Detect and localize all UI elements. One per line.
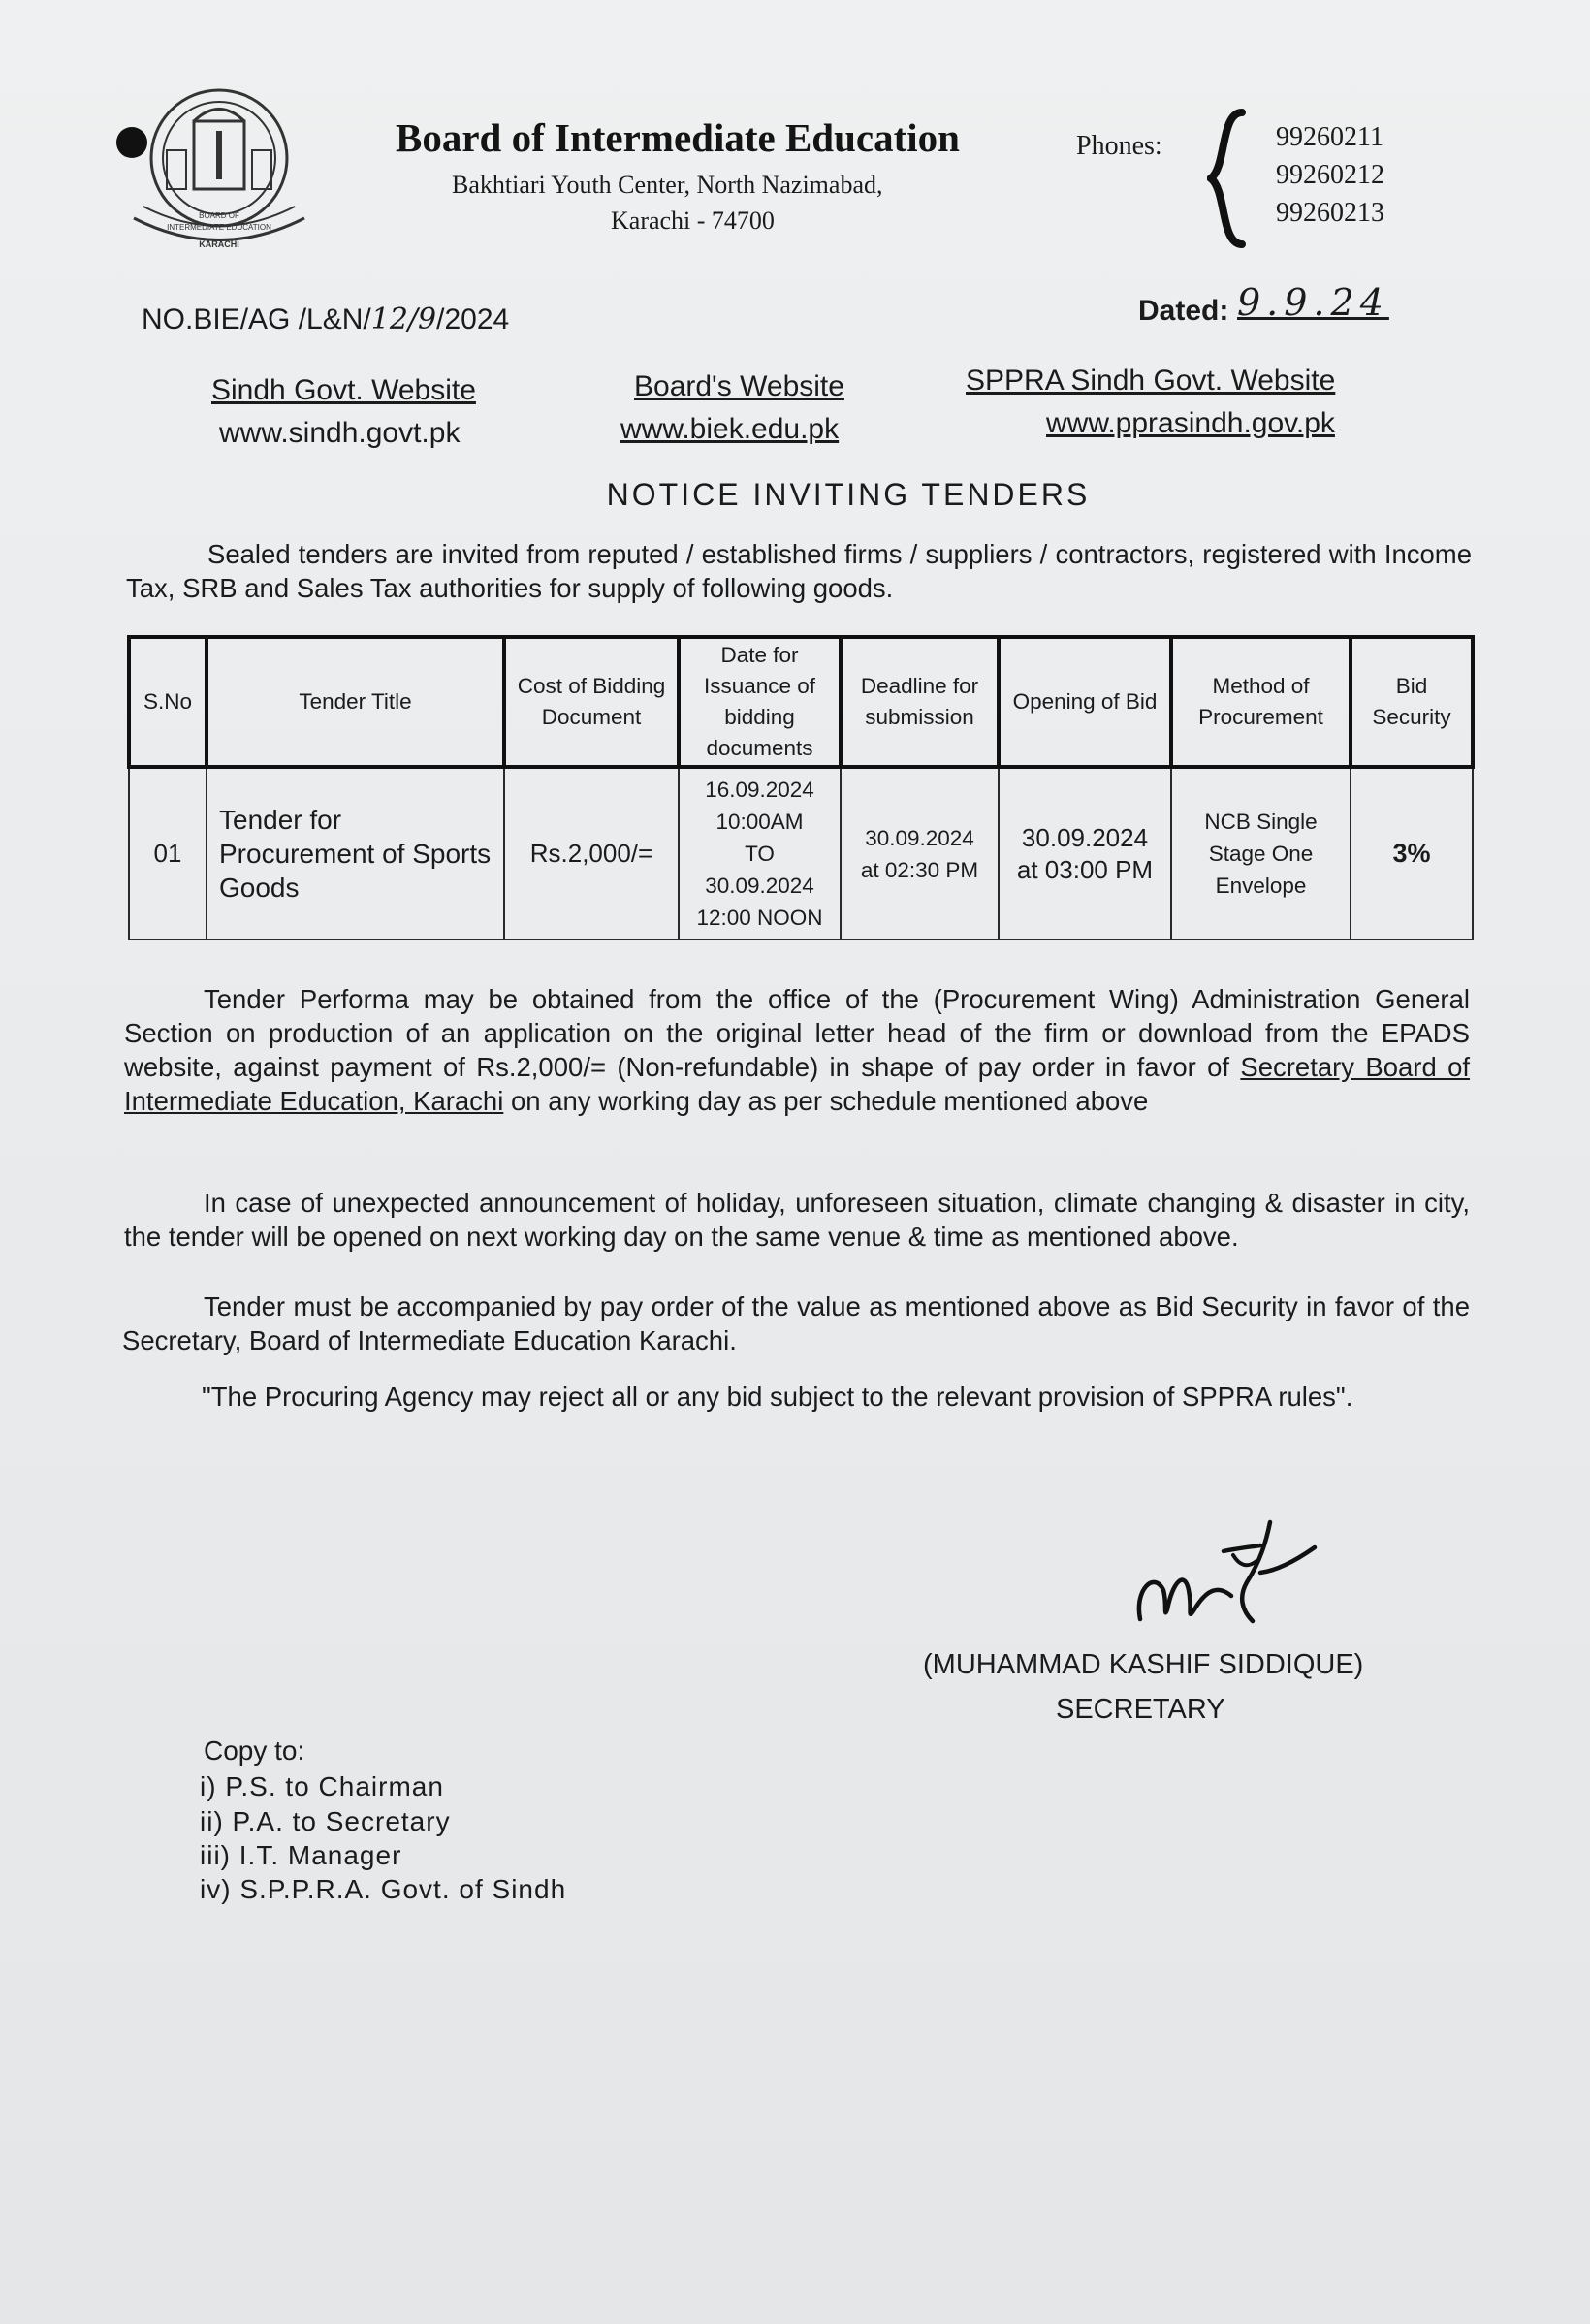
issuance-to-word: TO [745,842,775,866]
signature-image [1125,1512,1328,1639]
reference-suffix: /2024 [436,303,510,335]
address-line-2: Karachi - 74700 [611,207,775,235]
notice-title: NOTICE INVITING TENDERS [606,477,1091,512]
header-bid-security: Bid Security [1351,637,1473,767]
seal-text-bottom: KARACHI [199,239,239,249]
cell-tender-title: Tender for Procurement of Sports Goods [207,767,504,939]
copy-item: i) P.S. to Chairman [200,1771,444,1801]
phones-label: Phones: [1076,131,1162,161]
cell-opening [999,767,1171,939]
phone-number-1: 99260211 [1276,122,1383,152]
seal-text-mid: INTERMEDIATE EDUCATION [167,223,271,232]
cell-cost: Rs.2,000/= [504,767,679,939]
header-cost: Cost of Bidding Document [504,637,679,767]
reference-prefix: NO.BIE/AG /L&N/ [142,303,371,335]
header-issuance-date: Date for Issuance of bidding documents [679,637,841,767]
para1-part3: on any working day as per schedule mentioned above [503,1086,1149,1116]
organization-name: Board of Intermediate Education [396,115,960,160]
issuance-to-date: 30.09.2024 [705,874,814,898]
para1-favor: Secretary Board of Intermediate Education, Karachi [124,1052,1471,1116]
copy-item: ii) P.A. to Secretary [200,1806,451,1836]
table-header-row [129,637,1473,767]
intro-paragraph: Sealed tenders are invited from reputed / established firms / suppliers / contractors, registered with Income Tax, SRB and Sales Tax authorities for supply of following goods. [126,539,1472,603]
phone-number-2: 99260212 [1276,160,1384,190]
deadline-time: at 02:30 PM [860,857,979,882]
dated-label: Dated: [1138,295,1229,327]
header-deadline: Deadline for submission [841,637,999,767]
header-opening: Opening of Bid [999,637,1171,767]
website-url-sindh[interactable]: www.sindh.govt.pk [219,417,461,449]
header-method: Method of Procurement [1171,637,1351,767]
cell-method: NCB Single Stage One Envelope [1171,767,1351,939]
header-sno: S.No [129,637,207,767]
sppra-rules-paragraph: "The Procuring Agency may reject all or any bid subject to the relevant provision of SPPRA rules". [202,1382,1353,1412]
tender-table [127,635,1475,940]
tender-performa-paragraph [124,982,1470,1118]
copy-item: iii) I.T. Manager [200,1840,402,1870]
issuance-from-date: 16.09.2024 [705,778,814,802]
holiday-paragraph: In case of unexpected announcement of holiday, unforeseen situation, climate changing & disaster in city, the tender will be opened on next working day on the same venue & time as mentioned above. [124,1188,1470,1252]
issuance-from-time: 10:00AM [716,810,804,834]
opening-time: at 03:00 PM [1016,854,1154,884]
para1-part1: Tender Performa may be obtained from the office of the (Procurement Wing) Administration General Section on production of an application on the original letter head of the firm or download from the EPADS website, against payment of [124,984,1470,1082]
header-tender-title: Tender Title [207,637,504,767]
cell-issuance-date [679,767,841,939]
board-seal-logo [114,82,308,267]
website-url-board[interactable]: www.biek.edu.pk [620,413,840,445]
para1-part2: (Non-refundable) in shape of pay order in favor of [606,1052,1241,1082]
para3-favor: Secretary, Board of Intermediate Education Karachi [122,1325,730,1355]
issuance-to-time: 12:00 NOON [696,906,823,930]
signatory-title: SECRETARY [1056,1694,1225,1725]
website-title-board: Board's Website [634,370,844,402]
website-url-sppra[interactable]: www.pprasindh.gov.pk [1046,407,1335,439]
website-title-sppra: SPPRA Sindh Govt. Website [966,365,1336,397]
para3-part2: . [729,1325,737,1355]
dated-value: 9.9.24 [1237,281,1389,324]
copy-to-title: Copy to: [204,1735,305,1766]
signatory-name: (MUHAMMAD KASHIF SIDDIQUE) [923,1649,1364,1680]
curly-brace-icon [1207,109,1246,249]
para3-part1: Tender must be accompanied by pay order of the value as mentioned above as Bid Security in favor of the [204,1291,1470,1321]
table-row [129,767,1473,939]
cell-bid-security: 3% [1351,767,1473,939]
seal-text-top: BOARD OF [199,211,239,220]
opening-date: 30.09.2024 [1021,822,1149,852]
website-title-sindh: Sindh Govt. Website [211,374,476,406]
reference-number [142,302,509,336]
copy-item: iv) S.P.P.R.A. Govt. of Sindh [200,1874,567,1904]
address-line-1: Bakhtiari Youth Center, North Nazimabad, [452,171,883,199]
bid-security-paragraph [122,1289,1470,1357]
cell-sno: 01 [129,767,207,939]
deadline-date: 30.09.2024 [865,825,974,850]
cell-deadline [841,767,999,939]
phone-number-3: 99260213 [1276,198,1384,228]
para1-amount: Rs.2,000/= [476,1052,607,1082]
reference-handwritten: 12/9 [370,302,437,336]
